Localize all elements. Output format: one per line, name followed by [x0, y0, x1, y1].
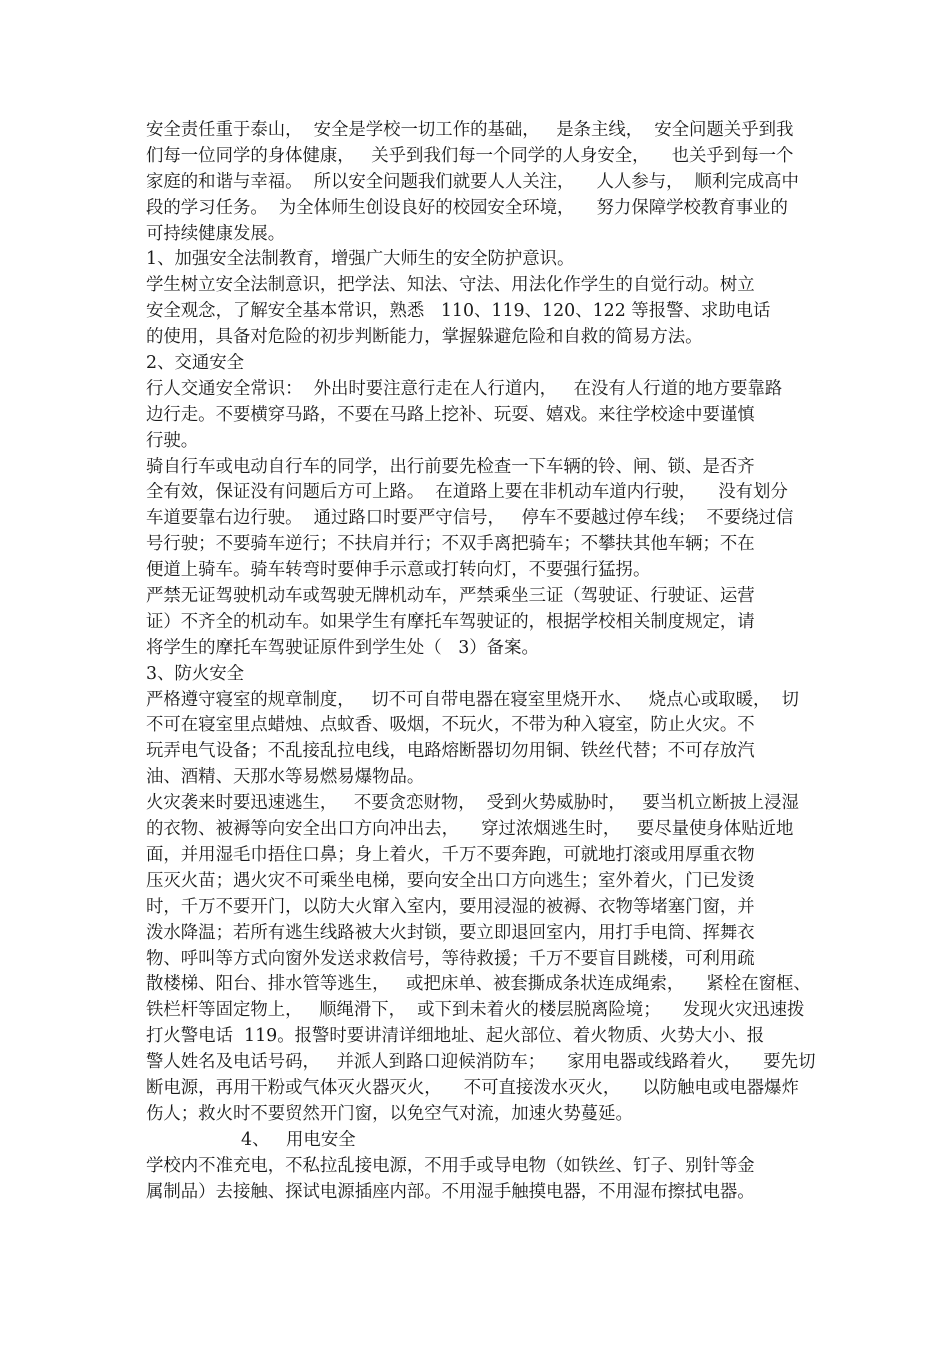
pedestrian-paragraph: [146, 377, 816, 455]
text-line: 安全观念，了解安全基本常识，熟悉 110、119、120、122 等报警、求助电话: [146, 301, 771, 322]
document-body: [146, 118, 816, 1205]
text-line: 便道上骑车。骑车转弯时要伸手示意或打转向灯，不要强行猛拐。: [146, 560, 651, 581]
section-heading-text: 4、 用电安全: [241, 1129, 356, 1150]
text-line: 伤人；救火时不要贸然开门窗，以免空气对流，加速火势蔓延。: [146, 1103, 633, 1124]
bicycle-paragraph: [146, 455, 816, 584]
text-line: 证）不齐全的机动车。如果学生有摩托车驾驶证的，根据学校相关制度规定，请: [146, 611, 755, 632]
text-line: 将学生的摩托车驾驶证原件到学生处（ 3）备案。: [146, 637, 539, 658]
section-heading-text: 1、加强安全法制教育，增强广大师生的安全防护意识。: [146, 249, 575, 270]
text-line: 严禁无证驾驶机动车或驾驶无牌机动车，严禁乘坐三证（驾驶证、行驶证、运营: [146, 586, 755, 607]
text-line: 全有效，保证没有问题后方可上路。 在道路上要在非机动车道内行驶， 没有划分: [146, 482, 788, 503]
text-line: 骑自行车或电动自行车的同学，出行前要先检查一下车辆的铃、闸、锁、是否齐: [146, 456, 755, 477]
text-line: 严格遵守寝室的规章制度， 切不可自带电器在寝室里烧开水、 烧点心或取暖， 切: [146, 689, 799, 710]
text-line: 属制品）去接触、探试电源插座内部。不用湿手触摸电器，不用湿布擦拭电器。: [146, 1181, 755, 1202]
text-line: 行人交通安全常识： 外出时要注意行走在人行道内， 在没有人行道的地方要靠路: [146, 378, 783, 399]
text-line: 家庭的和谐与幸福。 所以安全问题我们就要人人关注， 人人参与， 顺利完成高中: [146, 171, 799, 192]
section-heading-4: [146, 1128, 816, 1154]
text-line: 铁栏杆等固定物上， 顺绳滑下， 或下到未着火的楼层脱离险境； 发现火灾迅速拨: [146, 1000, 805, 1021]
text-line: 玩弄电气设备；不乱接乱拉电线，电路熔断器切勿用铜、铁丝代替；不可存放汽: [146, 741, 755, 762]
text-line: 打火警电话 119。报警时要讲清详细地址、起火部位、着火物质、火势大小、报: [146, 1026, 765, 1047]
text-line: 面，并用湿毛巾捂住口鼻；身上着火，千万不要奔跑，可就地打滚或用厚重衣物: [146, 844, 755, 865]
text-line: 们每一位同学的身体健康， 关乎到我们每一个同学的人身安全， 也关乎到每一个: [146, 145, 794, 166]
text-line: 压灭火苗；遇火灾不可乘坐电梯，要向安全出口方向逃生；室外着火，门已发烫: [146, 870, 755, 891]
section-heading-text: 3、防火安全: [146, 663, 245, 684]
text-line: 学生树立安全法制意识，把学法、知法、守法、用法化作学生的自觉行动。树立: [146, 275, 755, 296]
text-line: 行驶。: [146, 430, 199, 451]
motor-vehicle-paragraph: [146, 584, 816, 662]
section-heading-3: [146, 662, 816, 688]
section-heading-text: 2、交通安全: [146, 353, 245, 374]
fire-escape-paragraph: [146, 791, 816, 1128]
text-line: 泼水降温；若所有逃生线路被大火封锁，要立即退回室内，用打手电筒、挥舞衣: [146, 922, 755, 943]
text-line: 警人姓名及电话号码， 并派人到路口迎候消防车； 家用电器或线路着火， 要先切: [146, 1052, 816, 1073]
text-line: 安全责任重于泰山， 安全是学校一切工作的基础， 是条主线， 安全问题关乎到我: [146, 120, 794, 140]
text-line: 油、酒精、天那水等易燃易爆物品。: [146, 767, 425, 788]
electricity-paragraph: [146, 1154, 816, 1206]
section-heading-1: [146, 247, 816, 273]
text-line: 车道要靠右边行驶。 通过路口时要严守信号， 停车不要越过停车线； 不要绕过信: [146, 508, 794, 529]
intro-paragraph: [146, 118, 816, 247]
text-line: 不可在寝室里点蜡烛、点蚊香、吸烟，不玩火，不带为种入寝室，防止火灾。不: [146, 715, 755, 736]
section-1-paragraph: [146, 273, 816, 351]
text-line: 时，千万不要开门，以防大火窜入室内，要用浸湿的被褥、衣物等堵塞门窗，并: [146, 896, 755, 917]
text-line: 散楼梯、阳台、排水管等逃生， 或把床单、被套撕成条状连成绳索， 紧栓在窗框、: [146, 974, 811, 995]
section-heading-2: [146, 351, 816, 377]
text-line: 可持续健康发展。: [146, 223, 286, 244]
text-line: 断电源，再用干粉或气体灭火器灭火， 不可直接泼水灭火， 以防触电或电器爆炸: [146, 1077, 799, 1098]
text-line: 的衣物、被褥等向安全出口方向冲出去， 穿过浓烟逃生时， 要尽量使身体贴近地: [146, 819, 794, 840]
dormitory-fire-paragraph: [146, 688, 816, 792]
text-line: 段的学习任务。 为全体师生创设良好的校园安全环境， 努力保障学校教育事业的: [146, 197, 788, 218]
text-line: 学校内不准充电，不私拉乱接电源，不用手或导电物（如铁丝、钉子、别针等金: [146, 1155, 755, 1176]
text-line: 的使用，具备对危险的初步判断能力，掌握躲避危险和自救的简易方法。: [146, 327, 703, 348]
text-line: 物、呼叫等方式向窗外发送求救信号，等待救援；千万不要盲目跳楼，可利用疏: [146, 948, 755, 969]
text-line: 火灾袭来时要迅速逃生， 不要贪恋财物， 受到火势威胁时， 要当机立断披上浸湿: [146, 793, 799, 814]
text-line: 边行走。不要横穿马路，不要在马路上挖补、玩耍、嬉戏。来往学校途中要谨慎: [146, 404, 755, 425]
text-line: 号行驶；不要骑车逆行；不扶肩并行；不双手离把骑车；不攀扶其他车辆；不在: [146, 534, 755, 555]
